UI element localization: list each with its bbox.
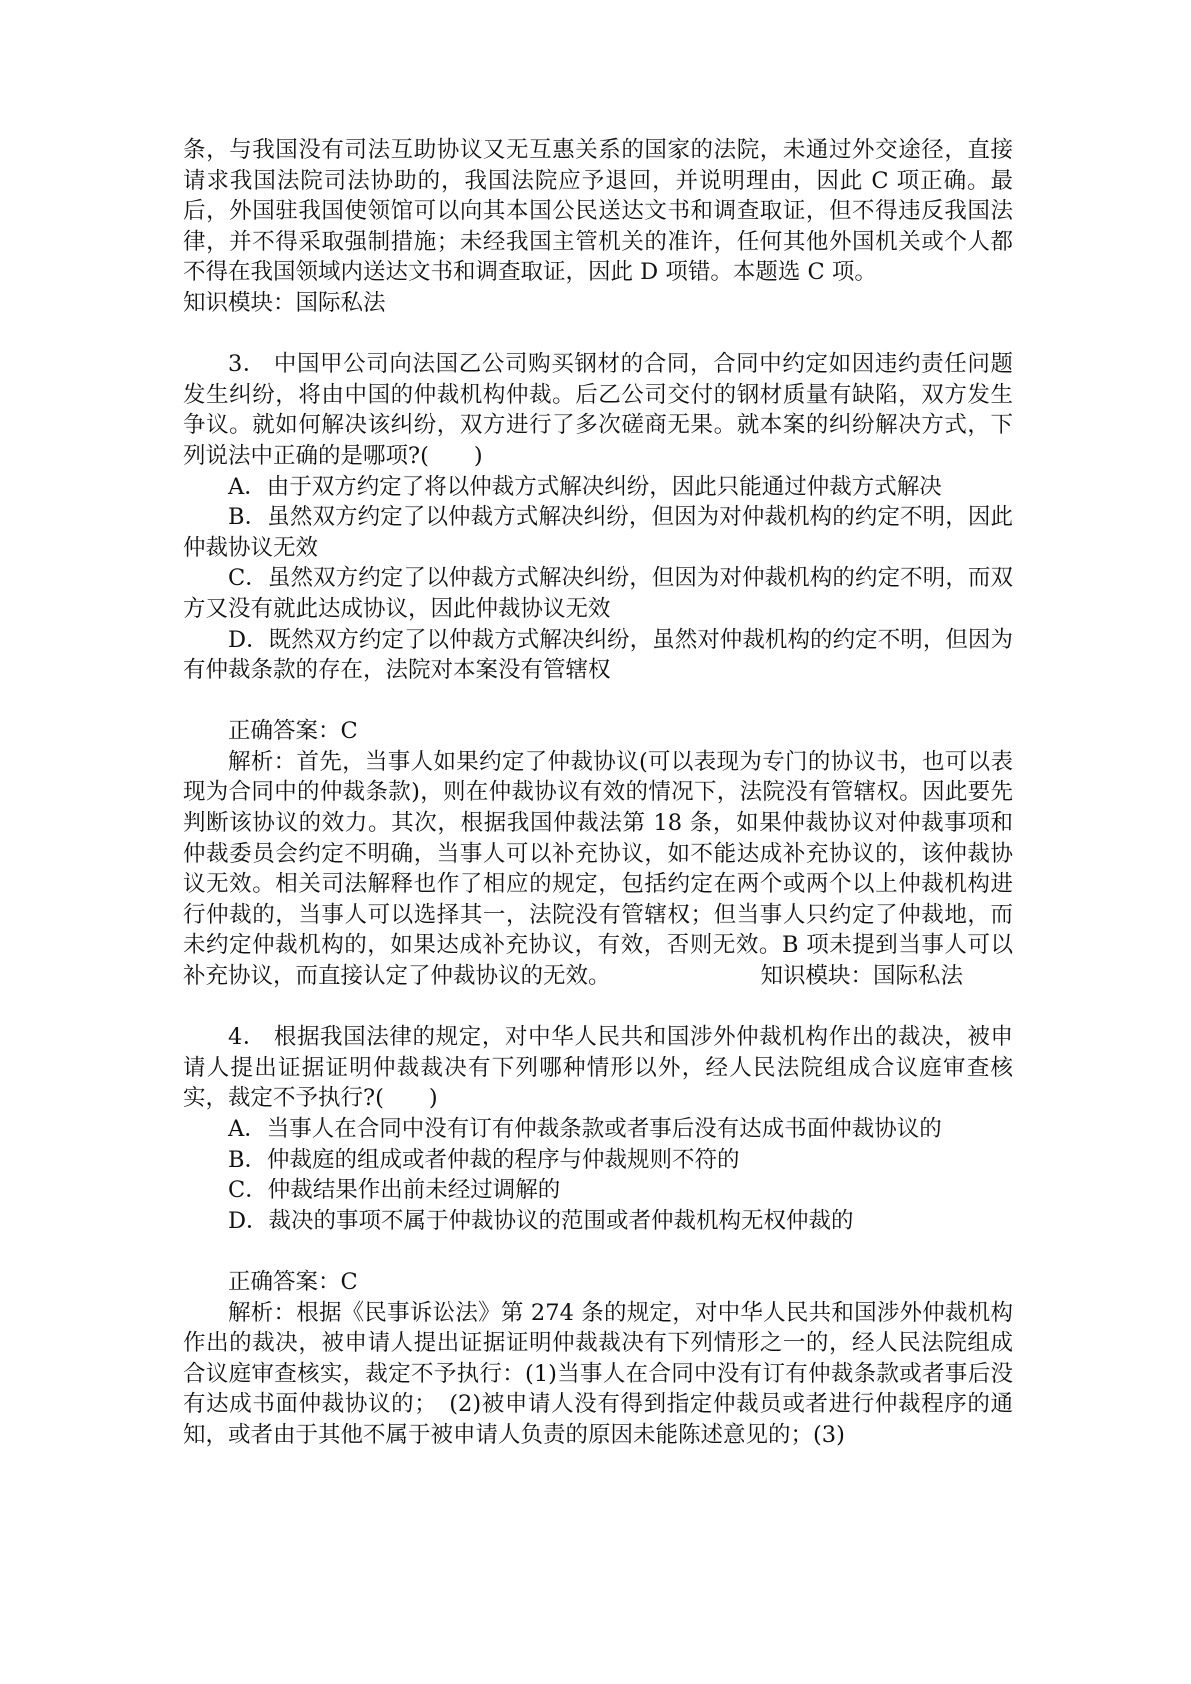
q3-stem: 3． 中国甲公司向法国乙公司购买钢材的合同，合同中约定如因违约责任问题发生纠纷，将由中国的仲裁机构仲裁。后乙公司交付的钢材质量有缺陷，双方发生争议。就如何解决该纠纷，双方进行了多次磋商无果。就本案的纠纷解决方式，下列说法中正确的是哪项?( ) [183,351,1013,469]
q3-option-b: B．虽然双方约定了以仲裁方式解决纠纷，但因为对仲裁机构的约定不明，因此仲裁协议无效 [183,504,1013,561]
q3-option-c: C．虽然双方约定了以仲裁方式解决纠纷，但因为对仲裁机构的约定不明，而双方又没有就此达成协议，因此仲裁协议无效 [183,565,1013,622]
q4-option-d: D．裁决的事项不属于仲裁协议的范围或者仲裁机构无权仲裁的 [228,1207,854,1234]
q3-knowledge-module: 知识模块：国际私法 [760,963,964,990]
q3-option-d: D．既然双方约定了以仲裁方式解决纠纷，虽然对仲裁机构的约定不明，但因为有仲裁条款的存在，法院对本案没有管辖权 [183,626,1013,684]
q4-stem: 4． 根据我国法律的规定，对中华人民共和国涉外仲裁机构作出的裁决，被申请人提出证据证明仲裁裁决有下列哪种情形以外，经人民法院组成合议庭审查核实，裁定不予执行?( ) [183,1024,1013,1112]
spacer [183,1236,1013,1267]
document-page [183,135,1013,1451]
q4-analysis: 解析：根据《民事诉讼法》第 274 条的规定，对中华人民共和国涉外仲裁机构作出的裁决，被申请人提出证据证明仲裁裁决有下列情形之一的，经人民法院组成合议庭审查核实，裁定不予执行：(1)当事人在合同中没有订有仲裁条款或者事后没有达成书面仲裁协议的； (2)被申请人没有得到指定仲裁员或者进行仲裁程序的通知，或者由于其他不属于被申请人负责的原因未能陈述意见的；(3) [183,1299,1013,1448]
spacer [183,319,1013,350]
q3-analysis-text: 解析：首先，当事人如果约定了仲裁协议(可以表现为专门的协议书，也可以表现为合同中的仲裁条款)，则在仲裁协议有效的情况下，法院没有管辖权。因此要先判断该协议的效力。其次，根据我国仲裁法第 18 条，如果仲裁协议对仲裁事项和仲裁委员会约定不明确，当事人可以补充协议，如不能达成补充协议的，该仲裁协议无效。相关司法解释也作了相应的规定，包括约定在两个或两个以上仲裁机构进行仲裁的，当事人可以选择其一，法院没有管辖权；但当事人只约定了仲裁地，而未约定仲裁机构的，如果达成补充协议，有效，否则无效。B 项未提到当事人可以补充协议，而直接认定了仲裁协议的无效。 [183,748,1013,990]
q4-option-c: C．仲裁结果作出前未经过调解的 [228,1177,561,1204]
q4-option-b: B．仲裁庭的组成或者仲裁的程序与仲裁规则不符的 [228,1146,740,1173]
q3-answer: 正确答案：C [228,718,358,745]
q4-option-a: A．当事人在合同中没有订有仲裁条款或者事后没有达成书面仲裁协议的 [228,1116,942,1142]
top-knowledge-module: 知识模块：国际私法 [183,289,386,316]
spacer [183,992,1013,1023]
q3-analysis [183,747,1013,992]
q4-answer: 正确答案：C [228,1268,358,1295]
top-explanation: 条，与我国没有司法互助协议又无互惠关系的国家的法院，未通过外交途径，直接请求我国法院司法协助的，我国法院应予退回，并说明理由，因此 C 项正确。最后，外国驻我国使领馆可以向其本国公民送达文书和调查取证，但不得违反我国法律，并不得采取强制措施；未经我国主管机关的准许，任何其他外国机关或个人都不得在我国领域内送达文书和调查取证，因此 D 项错。本题选 C 项。 [183,137,1013,286]
q3-option-a: A．由于双方约定了将以仲裁方式解决纠纷，因此只能通过仲裁方式解决 [228,473,942,500]
spacer [183,686,1013,717]
